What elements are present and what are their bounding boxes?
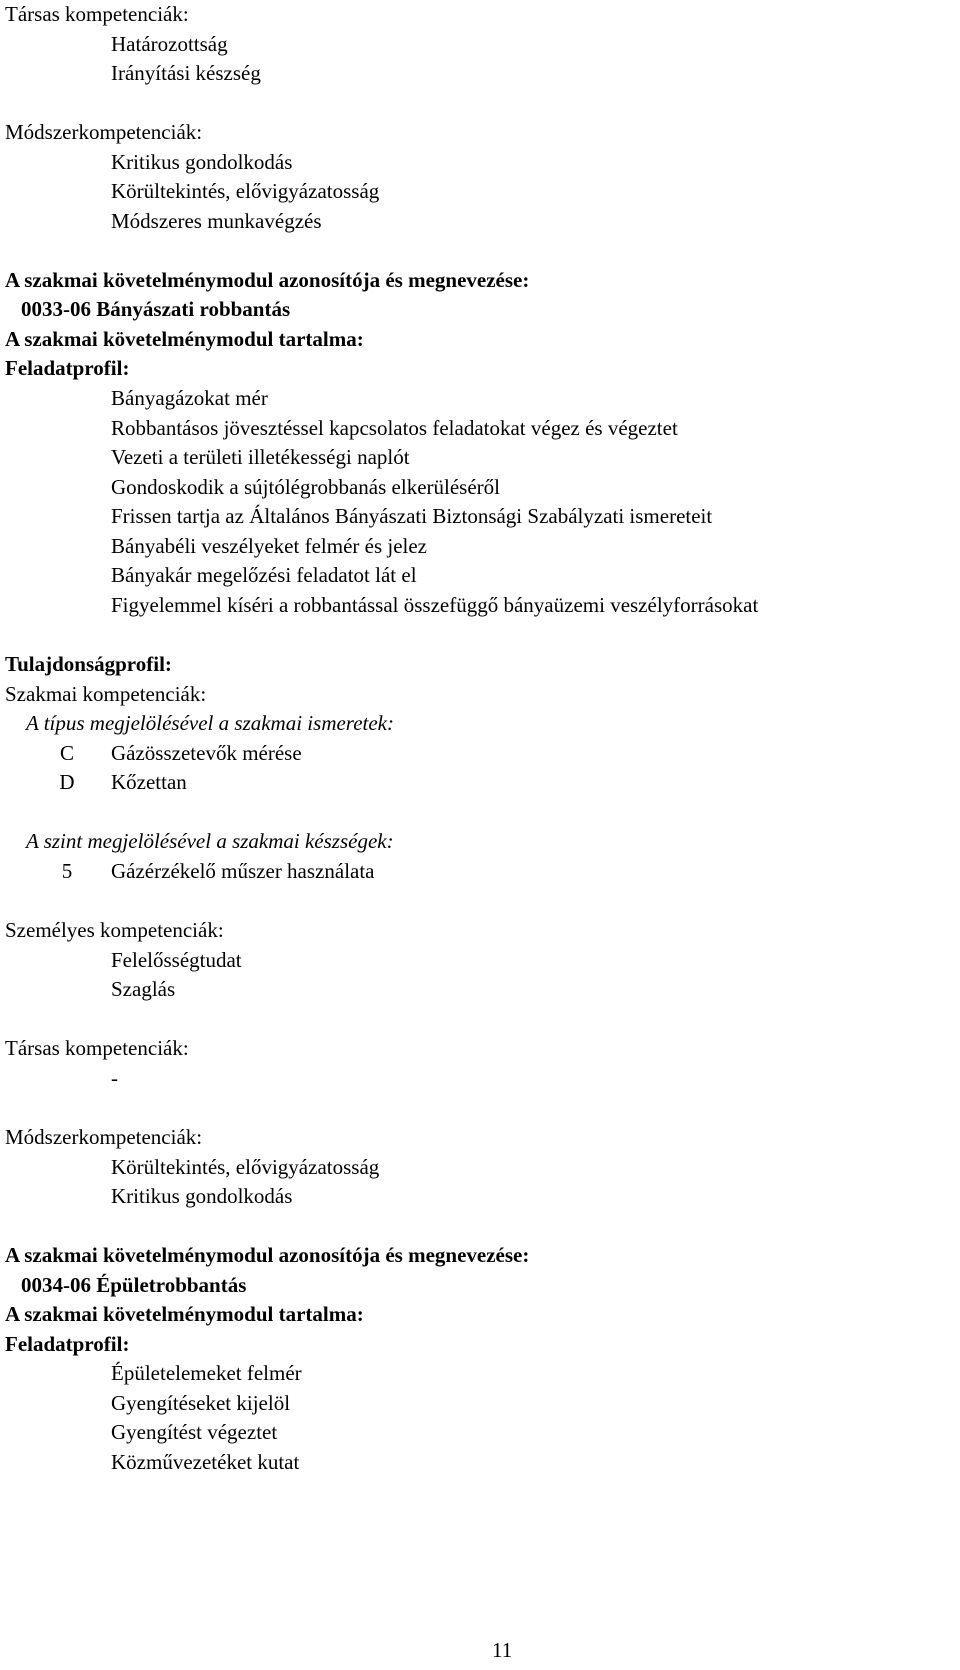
social-competencies-heading: Társas kompetenciák: <box>5 2 189 26</box>
social-competencies-heading: Társas kompetenciák: <box>5 1036 189 1060</box>
skill-level-label: A szint megjelölésével a szakmai készségek: <box>26 829 394 853</box>
task-item: Robbantásos jövesztéssel kapcsolatos feladatokat végez és végeztet <box>111 416 678 440</box>
method-competencies-heading: Módszerkompetenciák: <box>5 120 203 144</box>
module-id-value: 0033-06 Bányászati robbantás <box>21 297 291 321</box>
list-item: Körültekintés, elővigyázatosság <box>111 1155 380 1179</box>
task-item: Bányabéli veszélyeket felmér és jelez <box>111 534 428 558</box>
property-profile-heading: Tulajdonságprofil: <box>5 652 172 676</box>
knowledge-item: Kőzettan <box>111 770 187 794</box>
module-id-value: 0034-06 Épületrobbantás <box>21 1273 247 1297</box>
method-competencies-heading: Módszerkompetenciák: <box>5 1125 203 1149</box>
task-item: Közművezetéket kutat <box>111 1450 300 1474</box>
task-item: Frissen tartja az Általános Bányászati Biztonsági Szabályzati ismereteit <box>111 504 713 528</box>
knowledge-item: Gázösszetevők mérése <box>111 741 302 765</box>
module-id-label: A szakmai követelménymodul azonosítója és megnevezése: <box>5 268 530 292</box>
module-content-label: A szakmai követelménymodul tartalma: <box>5 1302 364 1326</box>
skill-item: Gázérzékelő műszer használata <box>111 859 375 883</box>
task-item: Figyelemmel kíséri a robbantással összefüggő bányaüzemi veszélyforrásokat <box>111 593 759 617</box>
list-item: - <box>111 1066 118 1090</box>
professional-competencies-heading: Szakmai kompetenciák: <box>5 682 207 706</box>
list-item: Irányítási készség <box>111 61 261 85</box>
module-content-label: A szakmai követelménymodul tartalma: <box>5 327 364 351</box>
knowledge-code: C <box>59 741 74 765</box>
personal-competencies-heading: Személyes kompetenciák: <box>5 918 224 942</box>
task-item: Gyengítést végeztet <box>111 1420 278 1444</box>
task-profile-heading: Feladatprofil: <box>5 1332 130 1356</box>
task-item: Bányagázokat mér <box>111 386 268 410</box>
page-number: 11 <box>492 1638 513 1662</box>
list-item: Szaglás <box>111 977 176 1001</box>
task-item: Gondoskodik a sújtólégrobbanás elkerüléséről <box>111 475 500 499</box>
list-item: Kritikus gondolkodás <box>111 150 293 174</box>
knowledge-code: D <box>59 770 75 794</box>
list-item: Kritikus gondolkodás <box>111 1184 293 1208</box>
task-profile-heading: Feladatprofil: <box>5 356 130 380</box>
task-item: Épületelemeket felmér <box>111 1361 302 1385</box>
knowledge-type-label: A típus megjelölésével a szakmai ismeretek: <box>26 711 394 735</box>
list-item: Módszeres munkavégzés <box>111 209 322 233</box>
module-id-label: A szakmai követelménymodul azonosítója és megnevezése: <box>5 1243 530 1267</box>
list-item: Felelősségtudat <box>111 948 242 972</box>
list-item: Körültekintés, elővigyázatosság <box>111 179 380 203</box>
task-item: Bányakár megelőzési feladatot lát el <box>111 563 417 587</box>
task-item: Vezeti a területi illetékességi naplót <box>111 445 410 469</box>
list-item: Határozottság <box>111 32 228 56</box>
task-item: Gyengítéseket kijelöl <box>111 1391 291 1415</box>
skill-code: 5 <box>61 859 73 883</box>
